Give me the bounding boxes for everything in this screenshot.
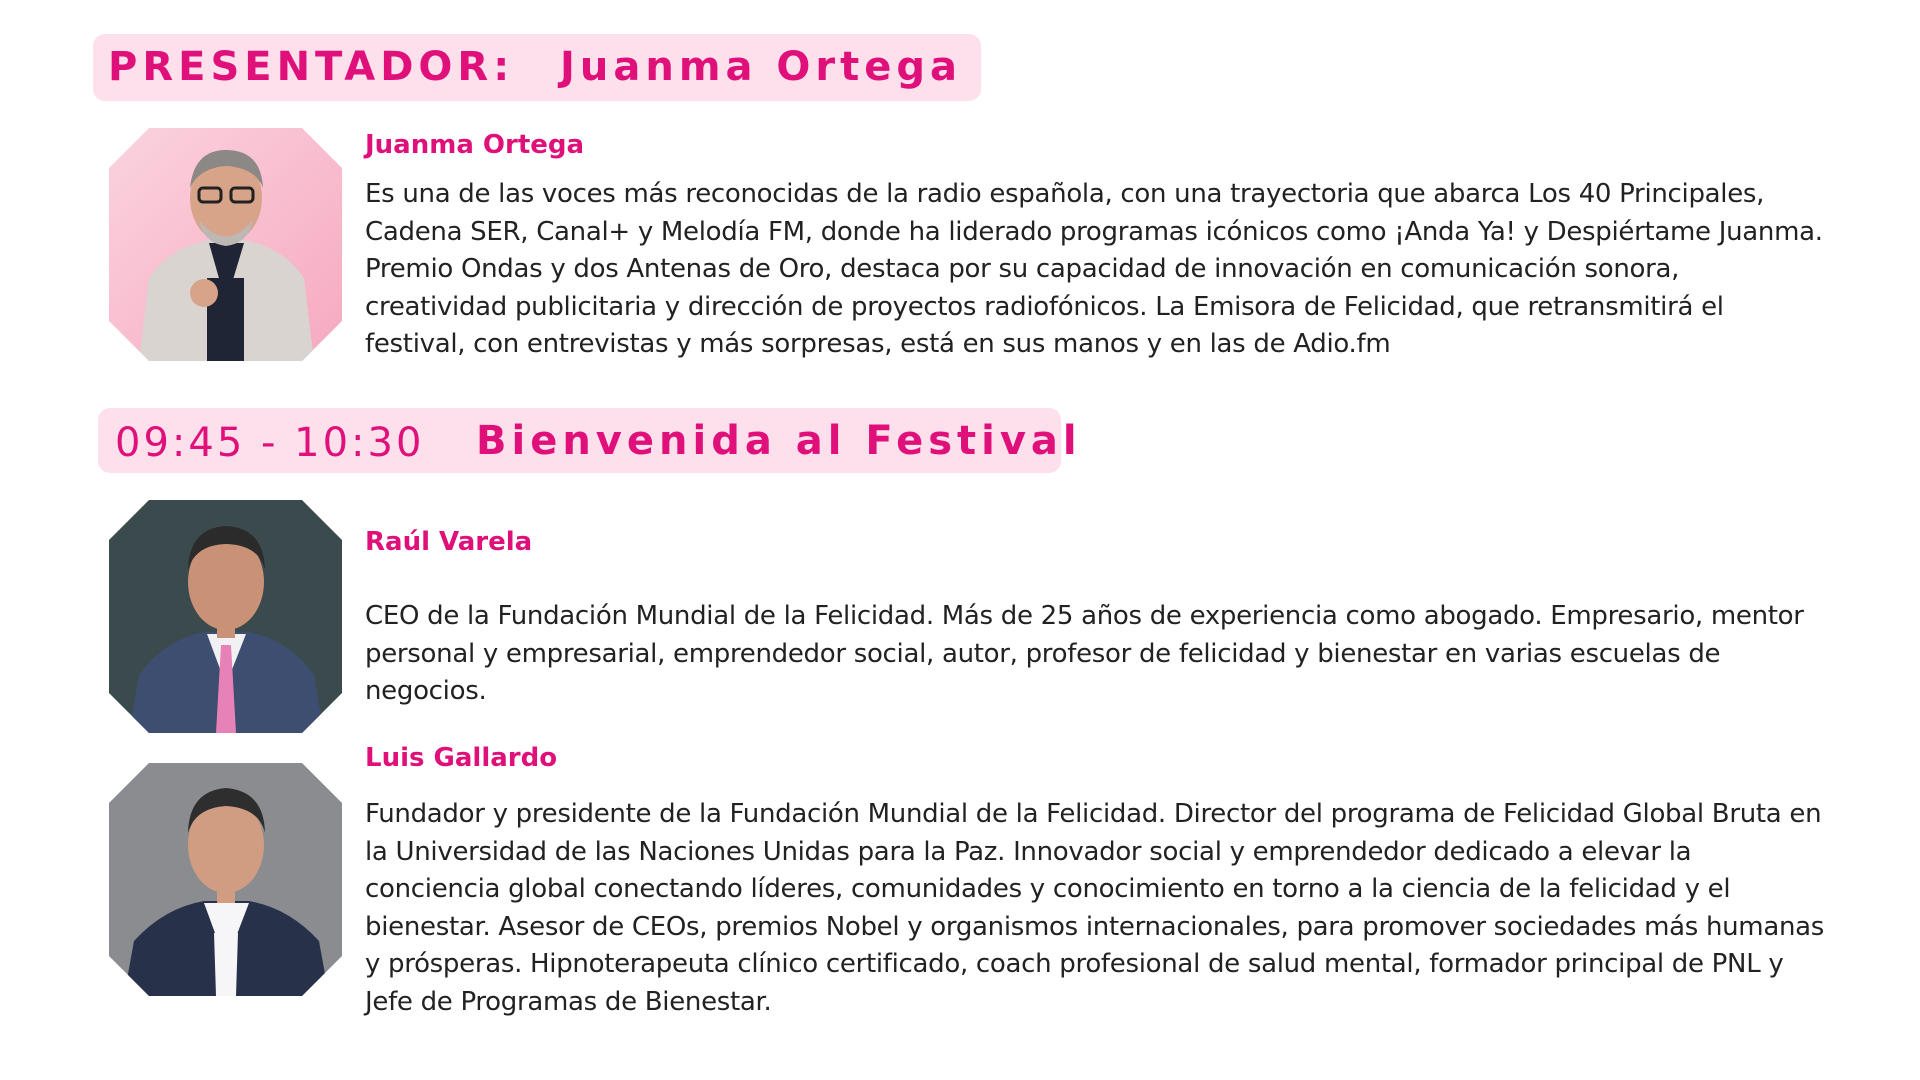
speaker-name: Raúl Varela	[365, 527, 533, 557]
session-banner	[98, 408, 1082, 473]
presenter-label: PRESENTADOR:	[108, 44, 515, 90]
presenter-name-heading: Juanma Ortega	[560, 44, 963, 90]
speaker-name: Juanma Ortega	[365, 130, 585, 160]
presenter-banner	[93, 34, 981, 101]
speaker-bio: CEO de la Fundación Mundial de la Felicidad. Más de 25 años de experiencia como abogado. Empresario, mentor personal y empresarial, emprendedor social, autor, profesor de felicidad y bienestar en varias escuelas de negocios.	[365, 601, 1804, 706]
speaker-photo-juanma-ortega	[109, 128, 342, 361]
speaker-photo-luis-gallardo	[109, 763, 342, 996]
speaker-bio: Fundador y presidente de la Fundación Mundial de la Felicidad. Director del programa de Felicidad Global Bruta en la Universidad de las Naciones Unidas para la Paz. Innovador social y emprendedor dedicado a elevar la conciencia global conectando líderes, comunidades y conocimiento en torno a la ciencia de la felicidad y el bienestar. Asesor de CEOs, premios Nobel y organismos internacionales, para promover sociedades más humanas y prósperas. Hipnoterapeuta clínico certificado, coach profesional de salud mental, formador principal de PNL y Jefe de Programas de Bienestar.	[365, 799, 1825, 1017]
speaker-bio: Es una de las voces más reconocidas de la radio española, con una trayectoria que abarca Los 40 Principales, Cadena SER, Canal+ y Melodía FM, donde ha liderado programas icónicos como ¡Anda Ya! y Despiértame Juanma. Premio Ondas y dos Antenas de Oro, destaca por su capacidad de innovación en comunicación sonora, creatividad publicitaria y dirección de proyectos radiofónicos. La Emisora de Felicidad, que retransmitirá el festival, con entrevistas y más sorpresas, está en sus manos y en las de Adio.fm	[365, 179, 1823, 359]
session-time: 09:45 - 10:30	[115, 420, 425, 466]
speaker-name: Luis Gallardo	[365, 743, 558, 773]
speaker-photo-raul-varela	[109, 500, 342, 733]
session-title: Bienvenida al Festival	[476, 418, 1082, 464]
